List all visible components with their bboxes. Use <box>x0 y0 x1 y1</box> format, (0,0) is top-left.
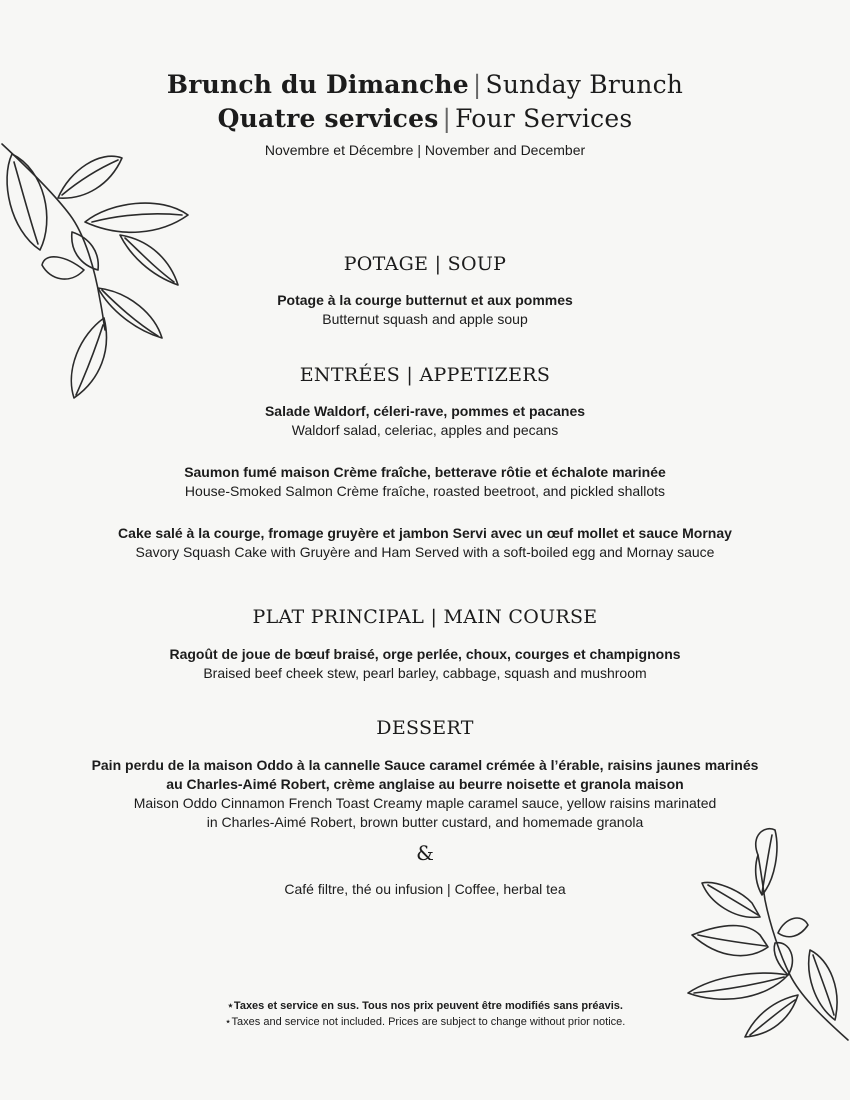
dish-name-fr: Pain perdu de la maison Oddo à la cannelle Sauce caramel crémée à l’érable, raisins jaunes marinés <box>91 757 759 773</box>
dish-name-en: Butternut squash and apple soup <box>322 311 528 327</box>
dish-name-en: House-Smoked Salmon Crème fraîche, roasted beetroot, and pickled shallots <box>184 483 666 499</box>
dish-name-en: Braised beef cheek stew, pearl barley, cabbage, squash and mushroom <box>203 665 647 681</box>
dish-name-fr: Cake salé à la courge, fromage gruyère et jambon Servi avec un œuf mollet et sauce Mornay <box>118 525 732 541</box>
menu-subtitle <box>0 104 850 133</box>
subtitle-fr: Quatre services <box>217 104 439 133</box>
dish-name-fr: Salade Waldorf, céleri-rave, pommes et pacanes <box>264 403 586 419</box>
section-title-appetizers: ENTRÉES | APPETIZERS <box>299 364 551 386</box>
dish-name-fr: Saumon fumé maison Crème fraîche, betterave rôtie et échalote marinée <box>184 464 666 480</box>
subtitle-en: Four Services <box>455 104 633 133</box>
title-en: Sunday Brunch <box>485 70 684 99</box>
section-title-soup: POTAGE | SOUP <box>343 253 507 275</box>
title-fr: Brunch du Dimanche <box>166 70 469 99</box>
menu-dates: Novembre et Décembre | November and December <box>264 142 586 158</box>
subtitle-separator: | <box>442 104 452 133</box>
footer-note-fr: ⋆Taxes et service en sus. Tous nos prix peuvent être modifiés sans préavis. <box>227 1000 623 1012</box>
dish-name-fr: Potage à la courge butternut et aux pommes <box>277 292 573 308</box>
section-title-dessert: DESSERT <box>376 717 474 739</box>
dish-name-en: Maison Oddo Cinnamon French Toast Creamy maple caramel sauce, yellow raisins marinated <box>133 795 717 811</box>
drinks-line: Café filtre, thé ou infusion | Coffee, herbal tea <box>284 881 566 897</box>
dish-name-fr: au Charles-Aimé Robert, crème anglaise au beurre noisette et granola maison <box>166 776 684 792</box>
dish-name-en: Savory Squash Cake with Gruyère and Ham Served with a soft-boiled egg and Mornay sauce <box>135 544 715 560</box>
menu-title <box>0 70 850 99</box>
footer-note-en: ⋆Taxes and service not included. Prices are subject to change without prior notice. <box>224 1016 626 1028</box>
ampersand: & <box>416 841 434 865</box>
dish-name-en: in Charles-Aimé Robert, brown butter custard, and homemade granola <box>206 814 644 830</box>
dish-name-fr: Ragoût de joue de bœuf braisé, orge perlée, choux, courges et champignons <box>169 646 681 662</box>
dish-name-en: Waldorf salad, celeriac, apples and pecans <box>291 422 559 438</box>
title-separator: | <box>472 70 482 99</box>
section-title-main-course: PLAT PRINCIPAL | MAIN COURSE <box>252 606 598 628</box>
